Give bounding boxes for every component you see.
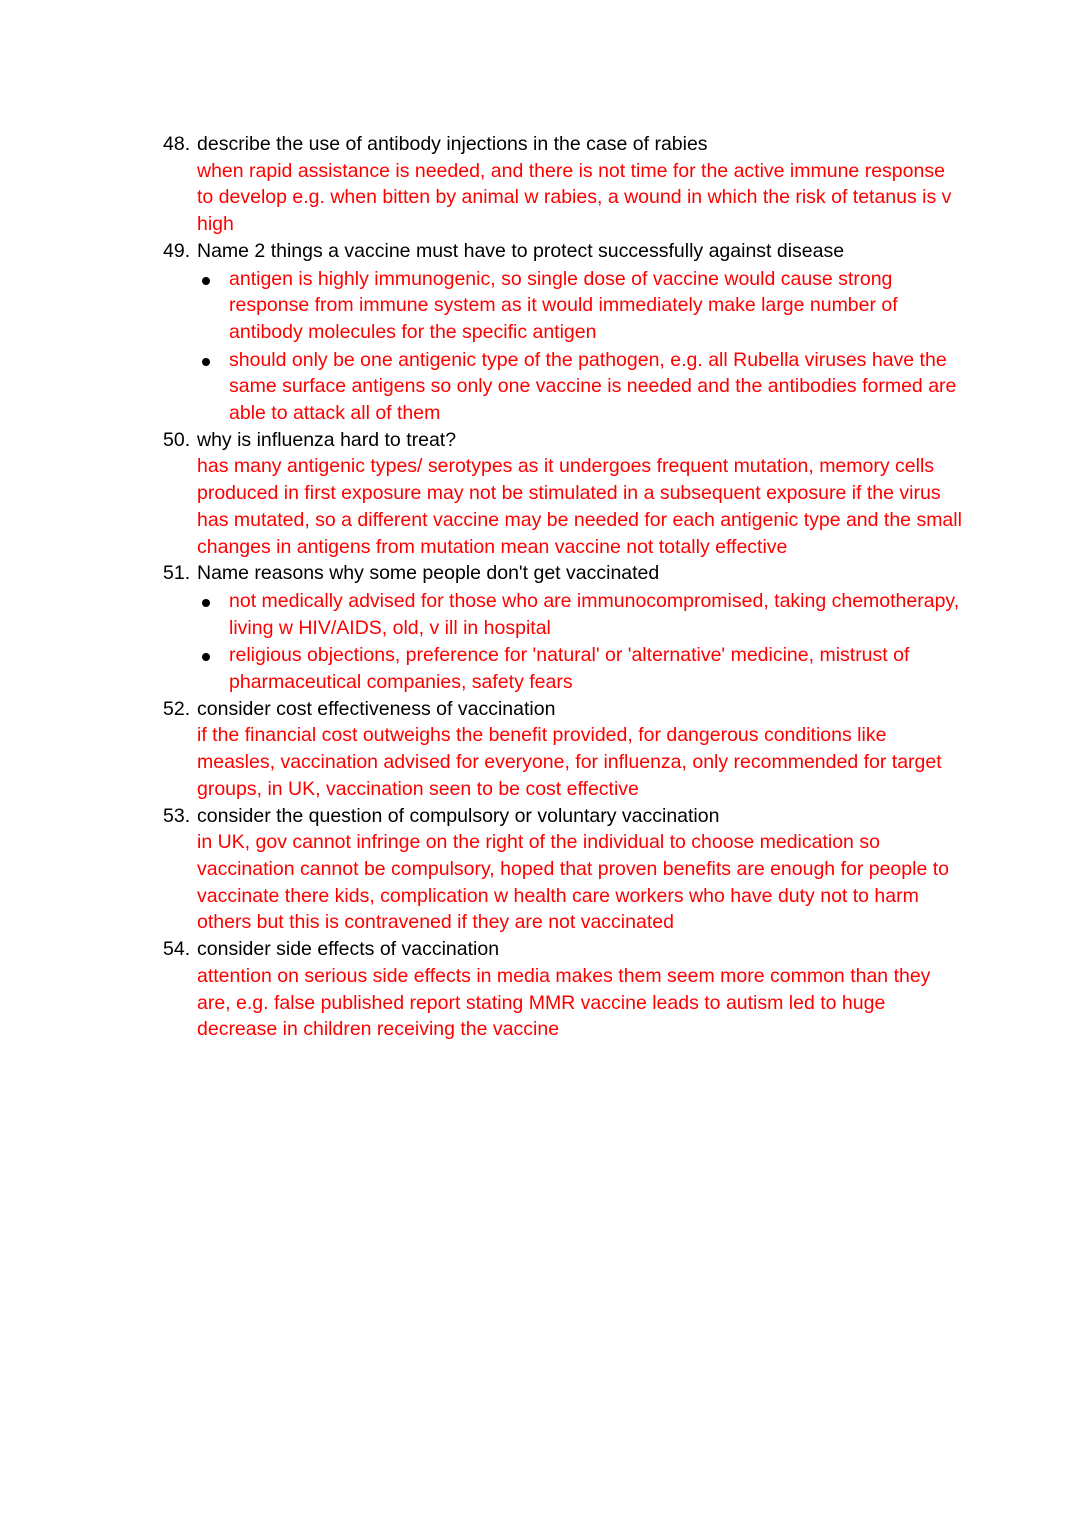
question-text: Name 2 things a vaccine must have to protect successfully against disease — [197, 239, 845, 262]
question-text: consider side effects of vaccination — [197, 938, 500, 961]
bullet-dot-icon — [202, 358, 210, 366]
question-number: 54. — [163, 938, 191, 961]
question-text: consider the question of compulsory or voluntary vaccination — [197, 804, 720, 827]
answer-bullet-text: antigen is highly immunogenic, so single dose of vaccine would cause strong response from immune system as it would immediately make large number of antibody molecules for the specific antigen — [229, 267, 898, 343]
answer-bullet-text: should only be one antigenic type of the pathogen, e.g. all Rubella viruses have the same surface antigens so only one vaccine is needed and the antibodies formed are able to attack all of them — [229, 348, 957, 425]
question-item-50 — [163, 427, 963, 561]
question-text: consider cost effectiveness of vaccination — [197, 697, 556, 720]
question-number: 50. — [163, 428, 191, 451]
bullet-dot-icon — [202, 653, 210, 661]
answer-bullet — [197, 642, 963, 695]
question-item-51 — [163, 560, 963, 696]
question-text: describe the use of antibody injections in the case of rabies — [197, 133, 708, 155]
question-number: 48. — [163, 133, 191, 155]
answer-bullet-list — [197, 266, 963, 427]
question-item-53 — [163, 803, 963, 937]
question-item-52 — [163, 696, 963, 803]
question-item-54 — [163, 936, 963, 1043]
answer-text: if the financial cost outweighs the benefit provided, for dangerous conditions like measles, vaccination advised for everyone, for influenza, only recommended for target groups, in UK, vaccination seen to be cost effective — [197, 724, 942, 800]
question-number: 53. — [163, 804, 191, 827]
answer-text: attention on serious side effects in media makes them seem more common than they are, e.g. false published report stating MMR vaccine leads to autism led to huge decrease in children receiving the vaccine — [197, 964, 931, 1041]
answer-bullet-text: religious objections, preference for 'natural' or 'alternative' medicine, mistrust of pharmaceutical companies, safety fears — [229, 644, 910, 694]
question-number: 49. — [163, 239, 191, 262]
bullet-dot-icon — [202, 599, 210, 607]
bullet-dot-icon — [202, 277, 210, 285]
answer-bullet-list — [197, 588, 963, 696]
question-item-48 — [163, 131, 963, 238]
question-text: why is influenza hard to treat? — [197, 428, 457, 451]
question-list — [163, 131, 963, 1043]
answer-text: has many antigenic types/ serotypes as it undergoes frequent mutation, memory cells produced in first exposure may not be stimulated in a subsequent exposure if the virus has mutated, so a different vaccine may be needed for each antigenic type and the small changes in antigens from mutation mean vaccine not totally effective — [197, 455, 962, 558]
answer-bullet — [197, 588, 963, 641]
answer-bullet — [197, 266, 963, 346]
question-number: 51. — [163, 562, 191, 585]
answer-text: when rapid assistance is needed, and there is not time for the active immune response to develop e.g. when bitten by animal w rabies, a wound in which the risk of tetanus is v high — [197, 159, 952, 236]
answer-bullet — [197, 347, 963, 427]
question-text: Name reasons why some people don't get vaccinated — [197, 562, 660, 585]
question-item-49 — [163, 238, 963, 427]
answer-bullet-text: not medically advised for those who are immunocompromised, taking chemotherapy, living w HIV/AIDS, old, v ill in hospital — [229, 589, 960, 639]
question-number: 52. — [163, 697, 191, 720]
answer-text: in UK, gov cannot infringe on the right of the individual to choose medication so vaccination cannot be compulsory, hoped that proven benefits are enough for people to vaccinate there kids, complication w health care workers who have duty not to harm others but this is contravened if they are not vaccinated — [197, 831, 949, 934]
